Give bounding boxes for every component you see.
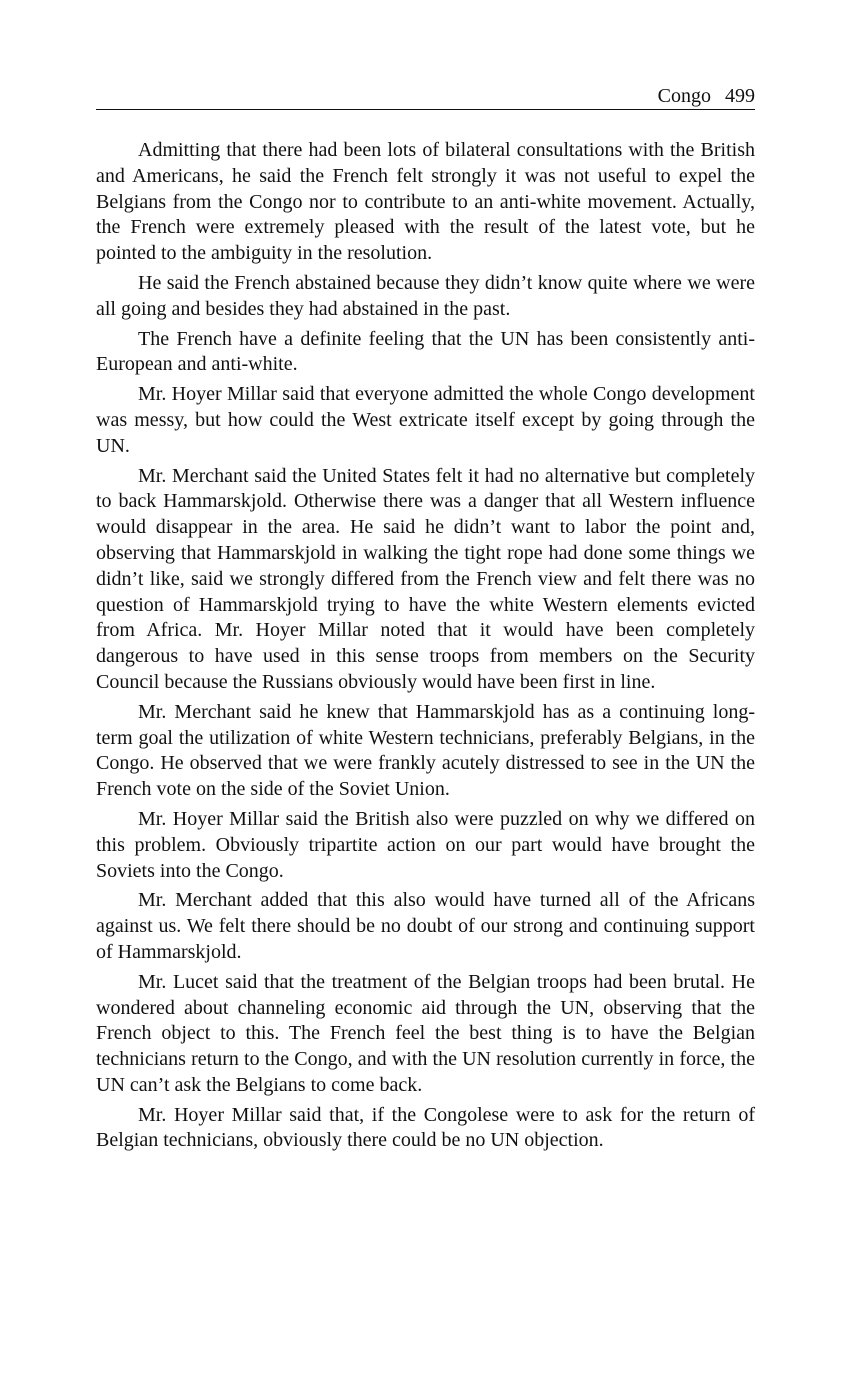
paragraph: Admitting that there had been lots of bilateral consultations with the British and Americans, he said the French felt strongly it was not useful to expel the Belgians from the Congo nor to contribute to an anti-white movement. Actually, the French were extremely pleased with the result of the latest vote, but he pointed to the ambiguity in the resolution. [96,139,755,265]
paragraph: Mr. Merchant said he knew that Hammarskjold has as a continuing long-term goal the utilization of white Western technicians, preferably Belgians, in the Congo. He observed that we were frankly acutely distressed to see in the UN the French vote on the side of the Soviet Union. [96,700,755,801]
page-number: 499 [725,85,755,107]
paragraph: He said the French abstained because they didn’t know quite where we were all going and besides they had abstained in the past. [96,271,755,320]
running-head [96,84,755,110]
paragraph: Mr. Hoyer Millar said that everyone admitted the whole Congo development was messy, but how could the West extricate itself except by going through the UN. [96,383,755,457]
body-text [96,138,755,1154]
running-head-title: Congo [657,85,711,107]
paragraph: Mr. Hoyer Millar said that, if the Congolese were to ask for the return of Belgian technicians, obviously there could be no UN objection. [96,1103,755,1152]
paragraph: Mr. Merchant said the United States felt it had no alternative but completely to back Hammarskjold. Otherwise there was a danger that all Western influence would disappear in the area. He said he didn’t want to labor the point and, observing that Hammarskjold in walking the tight rope had done some things we didn’t like, said we strongly differed from the French view and felt there was no question of Hammarskjold trying to have the white Western elements evicted from Africa. Mr. Hoyer Millar noted that it would have been completely dangerous to have used in this sense troops from members on the Security Council because the Russians obviously would have been first in line. [96,464,755,693]
paragraph: Mr. Merchant added that this also would have turned all of the Africans against us. We felt there should be no doubt of our strong and continuing support of Hammarskjold. [96,889,755,963]
paragraph: The French have a definite feeling that the UN has been consistently anti-European and anti-white. [96,327,755,376]
page [96,84,755,1158]
paragraph: Mr. Lucet said that the treatment of the Belgian troops had been brutal. He wondered about channeling economic aid through the UN, observing that the French object to this. The French feel the best thing is to have the Belgian technicians return to the Congo, and with the UN resolution currently in force, the UN can’t ask the Belgians to come back. [96,970,755,1096]
paragraph: Mr. Hoyer Millar said the British also were puzzled on why we differed on this problem. Obviously tripartite action on our part would have brought the Soviets into the Congo. [96,807,755,882]
